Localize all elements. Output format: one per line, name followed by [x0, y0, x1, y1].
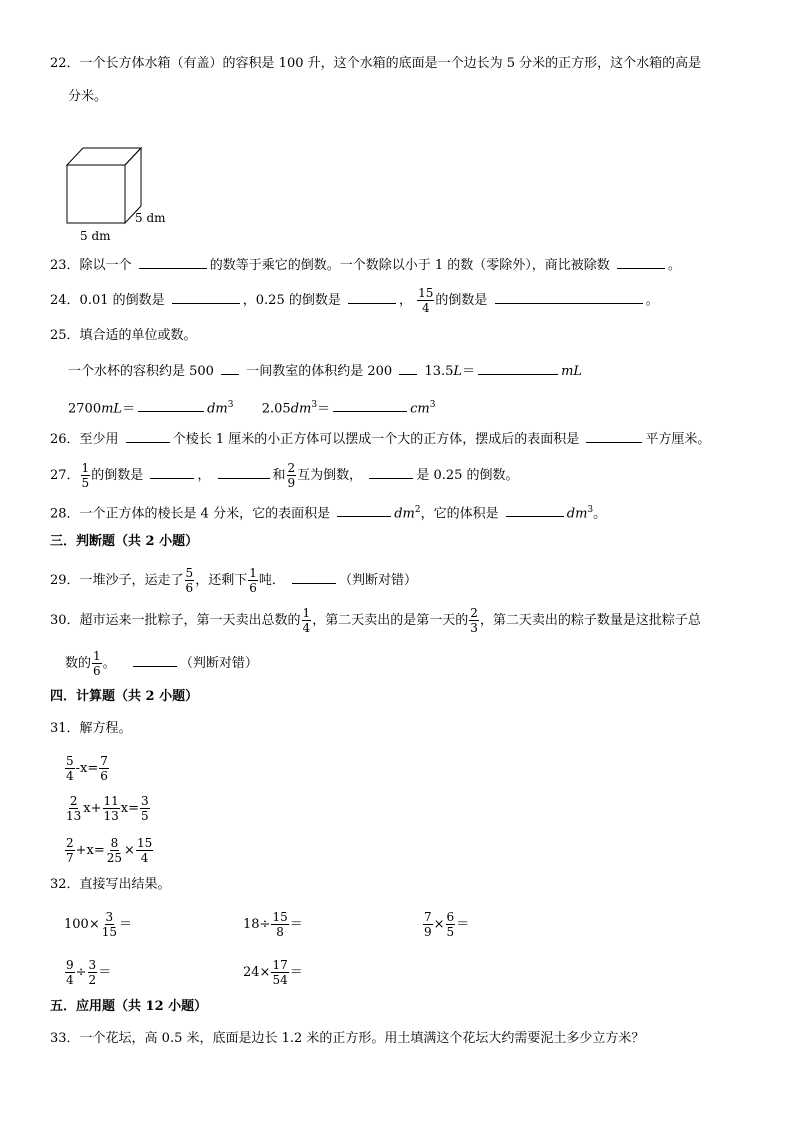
- q23-text-a: 23．除以一个: [50, 258, 132, 273]
- equals: ＝: [462, 364, 476, 379]
- q27-text-b: 的倒数是: [91, 468, 144, 483]
- q32-e5: [243, 958, 303, 987]
- operator: -x=: [75, 761, 99, 776]
- fraction: $\frac{5}{4}$: [66, 754, 74, 783]
- fraction: $\frac{3}{15}$: [101, 910, 117, 939]
- q29-blank[interactable]: [292, 569, 336, 584]
- q29-text-d: （判断对错）: [339, 573, 418, 588]
- unit: cm: [410, 401, 430, 417]
- cube-side-label: 5 dm: [135, 211, 166, 225]
- q24: [50, 286, 659, 315]
- section-heading-judgement: 三．判断题（共 2 小题）: [50, 534, 199, 549]
- fraction: $\frac{1}{4}$: [302, 606, 311, 635]
- q24-text-e: 。: [645, 293, 659, 308]
- q26: [50, 428, 710, 449]
- fraction: $\frac{3}{2}$: [88, 958, 97, 987]
- fraction: $\frac{2}{13}$: [66, 794, 82, 823]
- q23-blank-2[interactable]: [617, 254, 665, 269]
- fraction: $\frac{15}{4}$: [418, 286, 434, 315]
- q29: [50, 566, 417, 595]
- q30-text-f: （判断对错）: [179, 656, 258, 671]
- q23: [50, 254, 681, 275]
- q26-text-a: 26．至少用: [50, 432, 119, 447]
- q32-e4: [64, 958, 111, 987]
- q27-blank-3[interactable]: [369, 464, 413, 479]
- operator: x+: [83, 801, 102, 816]
- q25-blank-5[interactable]: [333, 397, 407, 412]
- exponent: 3: [311, 400, 318, 410]
- q23-blank-1[interactable]: [139, 254, 207, 269]
- q32-e3: [422, 910, 469, 939]
- fraction: $\frac{17}{54}$: [272, 958, 288, 987]
- fraction: $\frac{6}{5}$: [446, 910, 455, 939]
- equals: ＝: [122, 401, 136, 417]
- q32-e2: [243, 910, 303, 939]
- q24-blank-2[interactable]: [348, 289, 396, 304]
- q25-blank-3[interactable]: [478, 360, 558, 375]
- section-heading-application: 五．应用题（共 12 小题）: [50, 999, 208, 1014]
- equals: ＝: [317, 401, 331, 417]
- fraction: $\frac{7}{6}$: [100, 754, 108, 783]
- q30-text-b: ，第二天卖出的是第一天的: [312, 613, 469, 628]
- q26-text-b: 个棱长 1 厘米的小正方体可以摆成一个大的正方体，摆成后的表面积是: [172, 432, 580, 447]
- q29-text-b: ，还剩下: [195, 573, 248, 588]
- q30-line1: [50, 606, 701, 635]
- q28-text-a: 28．一个正方体的棱长是 4 分米，它的表面积是: [50, 506, 331, 522]
- fraction: $\frac{2}{3}$: [470, 606, 478, 635]
- q26-text-c: 平方厘米。: [645, 432, 711, 447]
- q32-title: 32．直接写出结果。: [50, 877, 171, 892]
- q24-text-d: 的倒数是: [435, 293, 488, 308]
- q24-blank-3[interactable]: [495, 289, 643, 304]
- equals: ＝: [456, 917, 470, 932]
- q25-text-a: 一个水杯的容积约是 500: [68, 364, 214, 379]
- equals: ＝: [289, 965, 303, 980]
- unit: dm: [566, 506, 588, 522]
- q29-text-a: 29．一堆沙子，运走了: [50, 573, 184, 588]
- fraction: $\frac{5}{6}$: [185, 566, 194, 595]
- equals: ＝: [289, 917, 303, 932]
- fraction: $\frac{15}{4}$: [136, 836, 153, 865]
- cube-bottom-label: 5 dm: [80, 229, 111, 243]
- q25-blank-4[interactable]: [138, 397, 204, 412]
- q30-text-e: 。: [102, 656, 116, 671]
- exponent: 3: [429, 400, 436, 410]
- operand: 24×: [243, 965, 271, 980]
- q28-text-b: ，它的体积是: [420, 506, 499, 522]
- q25-blank-1[interactable]: [221, 360, 239, 375]
- fraction: $\frac{8}{25}$: [106, 836, 123, 865]
- operand: 18÷: [243, 917, 271, 932]
- operator: ÷: [75, 965, 87, 980]
- q25-text-d: 2700: [68, 401, 102, 417]
- q30-text-d: 数的: [65, 656, 92, 671]
- q28: [50, 501, 606, 523]
- q27-text-c: ，: [197, 468, 211, 483]
- q30-line2: [65, 649, 258, 678]
- fraction: $\frac{1}{6}$: [93, 649, 101, 678]
- q31-eq1: [64, 754, 110, 783]
- fraction: $\frac{9}{4}$: [66, 958, 74, 987]
- q25-row1: [68, 360, 582, 381]
- q24-text-b: ，0.25 的倒数是: [242, 293, 341, 308]
- unit: L: [453, 364, 463, 379]
- q27-blank-2[interactable]: [218, 464, 270, 479]
- equals: ＝: [98, 965, 112, 980]
- operand: 100×: [64, 917, 100, 932]
- fraction: $\frac{7}{9}$: [424, 910, 432, 939]
- q27: [50, 461, 519, 490]
- unit: dm: [290, 401, 312, 417]
- fraction: $\frac{2}{7}$: [66, 836, 74, 865]
- q22-line1: 22．一个长方体水箱（有盖）的容积是 100 升，这个水箱的底面是一个边长为 5 分米的正方形，这个水箱的高是: [50, 56, 702, 71]
- q25-row2: [68, 396, 435, 418]
- q25-text-c: 13.5: [424, 364, 454, 379]
- q27-text-a: 27．: [50, 468, 80, 483]
- exponent: 2: [414, 505, 421, 515]
- q27-text-e: 互为倒数，: [297, 468, 363, 483]
- fraction: $\frac{3}{5}$: [141, 794, 149, 823]
- cube-figure: [55, 140, 185, 250]
- q31-eq2: [64, 794, 151, 823]
- operator: ×: [124, 843, 135, 858]
- q23-text-c: 。: [667, 258, 681, 273]
- q27-text-f: 是 0.25 的倒数。: [416, 468, 519, 483]
- unit: mL: [101, 401, 123, 417]
- q25-text-e: 2.05: [261, 401, 291, 417]
- q24-blank-1[interactable]: [172, 289, 240, 304]
- fraction: $\frac{15}{8}$: [272, 910, 288, 939]
- section-heading-calculation: 四．计算题（共 2 小题）: [50, 689, 199, 704]
- q24-text-c: ，: [398, 293, 412, 308]
- unit: mL: [561, 364, 583, 379]
- q28-blank-1[interactable]: [337, 502, 391, 517]
- q31-eq3: [64, 836, 154, 865]
- q33: 33．一个花坛，高 0.5 米，底面是边长 1.2 米的正方形。用土填满这个花坛大约需要泥土多少立方米？: [50, 1031, 645, 1046]
- fraction: $\frac{1}{5}$: [81, 461, 90, 490]
- exponent: 3: [227, 400, 234, 410]
- q30-text-c: ，第二天卖出的粽子数量是这批粽子总: [479, 613, 701, 628]
- operator: ×: [433, 917, 445, 932]
- q29-text-c: 吨．: [258, 573, 285, 588]
- operator: +x=: [75, 843, 105, 858]
- q25-text-b: 一间教室的体积约是 200: [246, 364, 393, 379]
- q23-text-b: 的数等于乘它的倒数。一个数除以小于 1 的数（零除外），商比被除数: [209, 258, 610, 273]
- fraction: $\frac{1}{6}$: [249, 566, 257, 595]
- operator: x=: [120, 801, 140, 816]
- q30-blank[interactable]: [133, 652, 177, 667]
- exponent: 3: [587, 505, 594, 515]
- unit: dm: [394, 506, 415, 522]
- q26-blank-1[interactable]: [126, 428, 170, 443]
- fraction: $\frac{11}{13}$: [103, 794, 119, 823]
- unit: dm: [207, 401, 228, 417]
- fraction: $\frac{2}{9}$: [287, 461, 296, 490]
- q28-blank-2[interactable]: [506, 502, 564, 517]
- q31-title: 31．解方程。: [50, 721, 132, 736]
- q30-text-a: 30．超市运来一批粽子，第一天卖出总数的: [50, 613, 301, 628]
- q22-line2: 分米。: [68, 89, 108, 104]
- q24-text-a: 24．0.01 的倒数是: [50, 293, 165, 308]
- equals: ＝: [119, 917, 133, 932]
- q32-e1: [64, 910, 132, 939]
- q27-text-d: 和: [272, 468, 286, 483]
- q27-blank-1[interactable]: [150, 464, 194, 479]
- q26-blank-2[interactable]: [586, 428, 642, 443]
- q25-blank-2[interactable]: [399, 360, 417, 375]
- q25-title: 25．填合适的单位或数。: [50, 328, 197, 343]
- q28-text-c: 。: [593, 506, 607, 522]
